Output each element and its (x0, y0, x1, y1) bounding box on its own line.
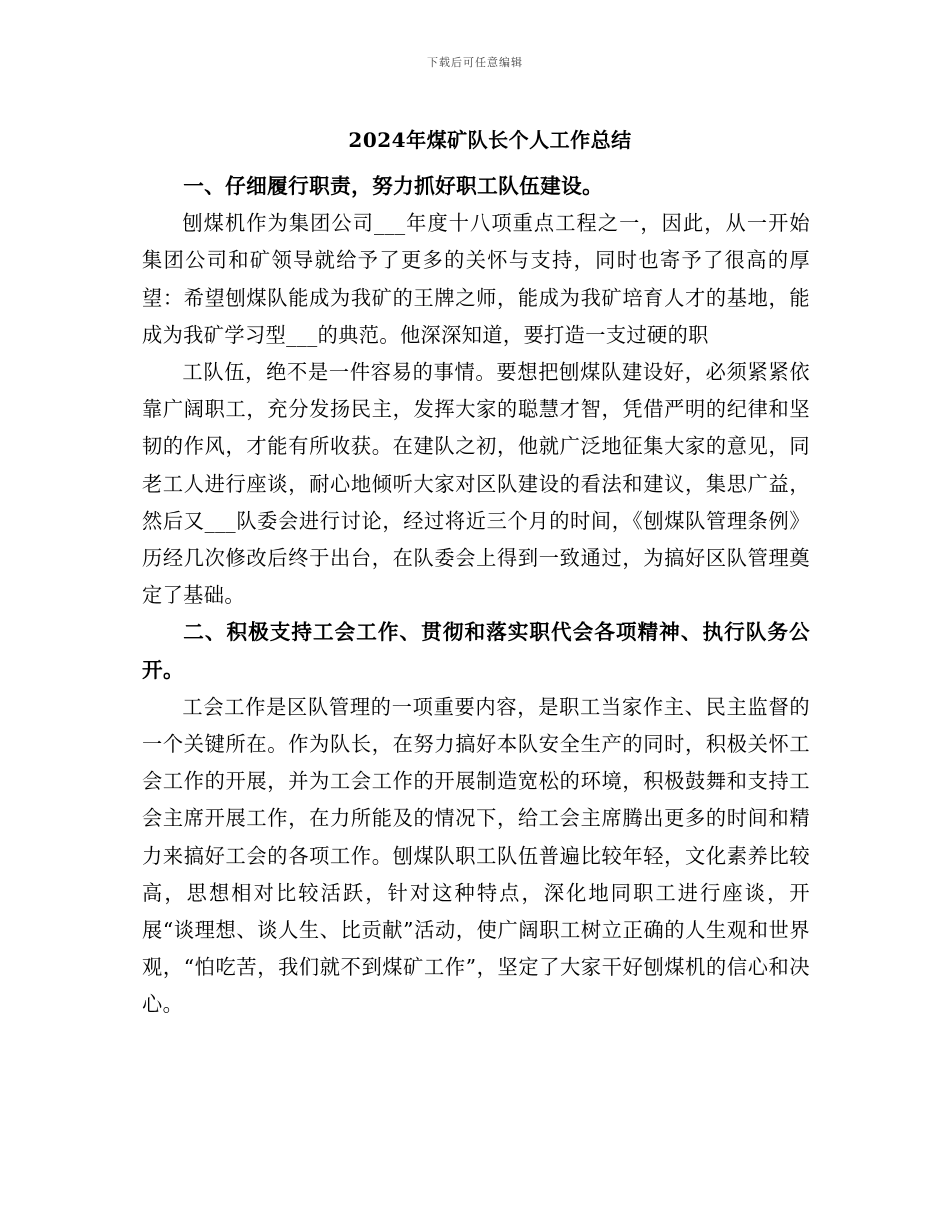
paragraph-3: 工会工作是区队管理的一项重要内容，是职工当家作主、民主监督的一个关键所在。作为队长，在努力搞好本队安全生产的同时，积极关怀工会工作的开展，并为工会工作的开展制造宽松的环境，积极鼓舞和支持工会主席开展工作，在力所能及的情况下，给工会主席腾出更多的时间和精力来搞好工会的各项工作。刨煤队职工队伍普遍比较年轻，文化素养比较高，思想相对比较活跃，针对这种特点，深化地同职工进行座谈，开展“谈理想、谈人生、比贡献”活动，使广阔职工树立正确的人生观和世界观，“怕吃苦，我们就不到煤矿工作”，坚定了大家干好刨煤机的信心和决心。 (142, 694, 810, 1017)
header-note: 下载后可任意编辑 (427, 56, 523, 69)
section-heading-2: 二、积极支持工会工作、贯彻和落实职代会各项精神、执行队务公开。 (142, 620, 810, 682)
document-title: 2024年煤矿队长个人工作总结 (348, 128, 632, 152)
document-body (142, 168, 810, 1024)
paragraph-1: 刨煤机作为集团公司___年度十八项重点工程之一，因此，从一开始集团公司和矿领导就给予了更多的关怀与支持，同时也寄予了很高的厚望：希望刨煤队能成为我矿的王牌之师，能成为我矿培育人才的基地，能成为我矿学习型___的典范。他深深知道，要打造一支过硬的职 (142, 211, 810, 347)
paragraph-2: 工队伍，绝不是一件容易的事情。要想把刨煤队建设好，必须紧紧依靠广阔职工，充分发扬民主，发挥大家的聪慧才智，凭借严明的纪律和坚韧的作风，才能有所收获。在建队之初，他就广泛地征集大家的意见，同老工人进行座谈，耐心地倾听大家对区队建设的看法和建议，集思广益，然后又___队委会进行讨论，经过将近三个月的时间，《刨煤队管理条例》历经几次修改后终于出台，在队委会上得到一致通过，为搞好区队管理奠定了基础。 (142, 360, 810, 608)
section-heading-1: 一、仔细履行职责，努力抓好职工队伍建设。 (183, 174, 604, 198)
